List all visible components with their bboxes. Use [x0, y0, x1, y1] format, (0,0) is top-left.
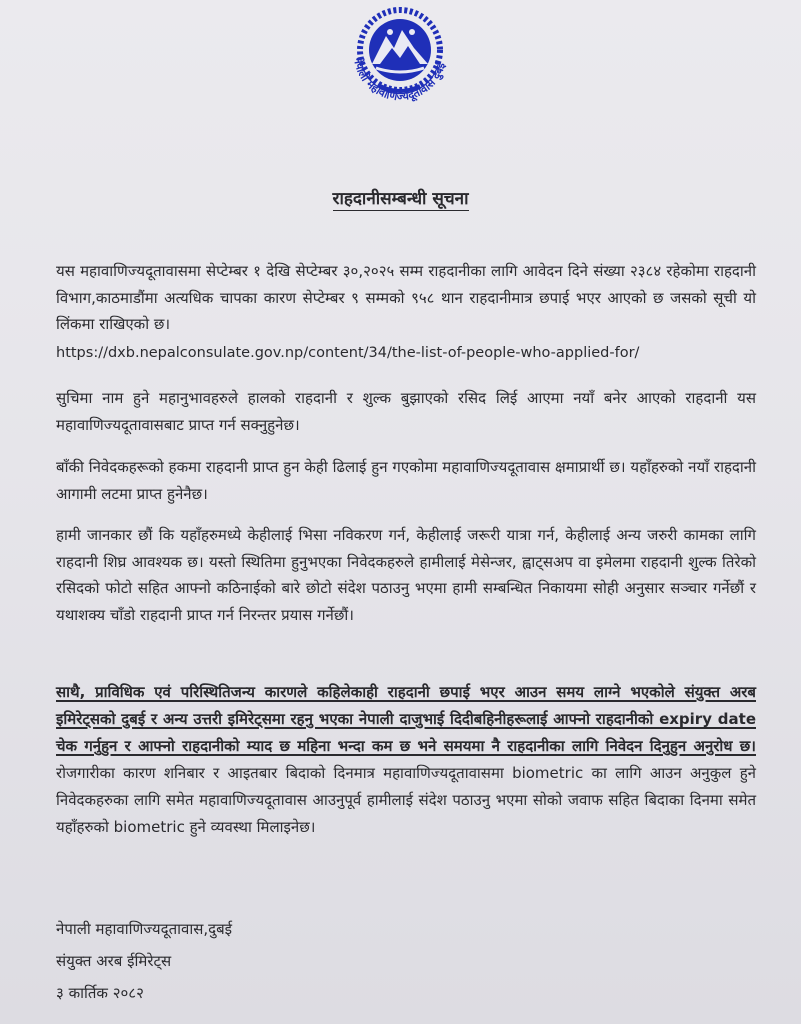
paragraph-1: यस महावाणिज्यदूतावासमा सेप्टेम्बर १ देखि सेप्टेम्बर ३०,२०२५ सम्म राहदानीका लागि आवेदन दिने संख्या २३८४ रहेकोमा राहदानी विभाग,काठमाडौंमा अत्यधिक चापका कारण सेप्टेम्बर ९ सम्मको ९५८ थान राहदानीमात्र छपाई भएर आएको छ जसको सूची यो लिंकमा राखिएको छ।	[56, 262, 756, 333]
signature-country: संयुक्त अरब ईमिरेट्स	[56, 952, 172, 970]
signature-block	[56, 913, 232, 1009]
signature-date: ३ कार्तिक २०८२	[56, 984, 144, 1002]
applicant-list-link[interactable]: https://dxb.nepalconsulate.gov.np/content/34/the-list-of-people-who-applied-for/	[56, 345, 640, 361]
notice-title	[0, 186, 801, 209]
paragraph-4: हामी जानकार छौं कि यहाँहरुमध्ये केहीलाई भिसा नविकरण गर्न, केहीलाई जरूरी यात्रा गर्न, केहीलाई अन्य जरुरी कामका लागि राहदानी शिघ्र आवश्यक छ। यस्तो स्थितिमा हुनुभएका निवेदकहरुले हामीलाई मेसेन्जर, ह्वाट्सअप वा इमेलमा राहदानी शुल्क तिरेको रसिदको फोटो सहित आफ्नो कठिनाईको बारे छोटो संदेश पठाउनु भएमा हामी सम्बन्धित निकायमा सोही अनुसार सञ्चार गर्नेछौं र यथाशक्य चाँडो राहदानी प्राप्त गर्न निरन्तर प्रयास गर्नेछौं।	[56, 526, 756, 624]
paragraph-2: सुचिमा नाम हुने महानुभावहरुले हालको राहदानी र शुल्क बुझाएको रसिद लिई आएमा नयाँ बनेर आएको राहदानी यस महावाणिज्यदूतावासबाट प्राप्त गर्न सक्नुहुनेछ।	[56, 389, 756, 434]
notice-title-text: राहदानीसम्बन्धी सूचना	[332, 189, 469, 209]
highlighted-request: साथै, प्राविधिक एवं परिस्थितिजन्य कारणले कहिलेकाही राहदानी छपाई भएर आउन समय लाग्ने भएकोले संयुक्त अरब इमिरेट्सको दुबई र अन्य उत्तरी इमिरेट्समा रहनु भएका नेपाली दाजुभाई दिदीबहिनीहरूलाई आफ्नो राहदानीको expiry date चेक गर्नुहुन र आफ्नो राहदानीको म्याद छ महिना भन्दा कम छ भने समयमा नै राहदानीका लागि निवेदन दिनुहुन अनुरोध छ।	[56, 683, 756, 755]
emblem-text: नेपाली महावाणिज्यदूतावास दुबई	[351, 56, 448, 104]
paragraph-3: बाँकी निवेदकहरूको हकमा राहदानी प्राप्त हुन केही ढिलाई हुन गएकोमा महावाणिज्यदूतावास क्षमाप्रार्थी छ। यहाँहरुको नयाँ राहदानी आगामी लटमा प्राप्त हुनेनैछ।	[56, 458, 756, 503]
signature-office: नेपाली महावाणिज्यदूतावास,दुबई	[56, 920, 233, 938]
consulate-emblem	[340, 2, 460, 162]
paragraph-5-rest: रोजगारीका कारण शनिबार र आइतबार बिदाको दिनमात्र महावाणिज्यदूतावासमा biometric का लागि आउन अनुकुल हुने निवेदकहरुका लागि समेत महावाणिज्यदूतावास आउनुपूर्व हामीलाई संदेश पठाउनु भएमा सोको जवाफ सहित बिदाका दिनमा समेत यहाँहरुको biometric हुने व्यवस्था मिलाइनेछ।	[56, 764, 756, 836]
paragraph-5	[56, 679, 756, 841]
